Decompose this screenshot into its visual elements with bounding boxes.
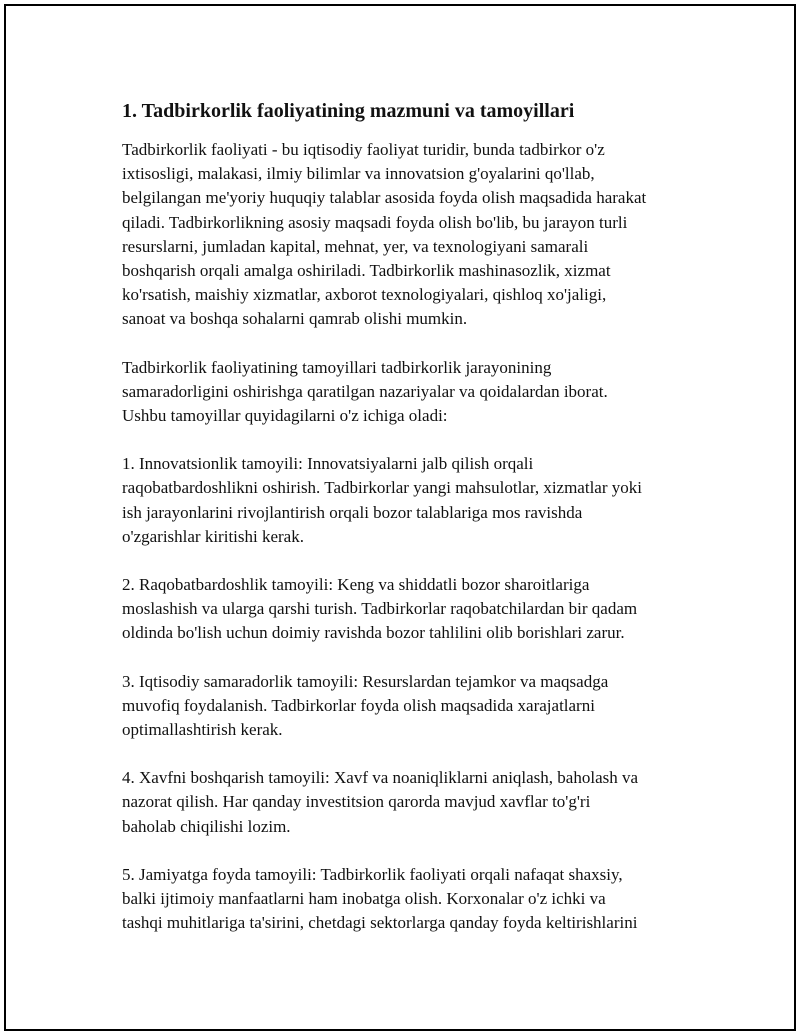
text-line: 1. Innovatsionlik tamoyili: Innovatsiyalarni jalb qilish orqali (122, 454, 534, 474)
paragraph-list (122, 138, 702, 935)
text-line: Ushbu tamoyillar quyidagilarni o'z ichiga oladi: (122, 406, 448, 426)
text-line: raqobatbardoshlikni oshirish. Tadbirkorlar yangi mahsulotlar, xizmatlar yoki (122, 478, 642, 498)
text-line: balki ijtimoiy manfaatlarni ham inobatga olish. Korxonalar o'z ichki va (122, 889, 606, 909)
page-frame (4, 4, 796, 1031)
paragraph (122, 573, 702, 646)
text-line: 5. Jamiyatga foyda tamoyili: Tadbirkorlik faoliyati orqali nafaqat shaxsiy, (122, 864, 623, 884)
text-line: ish jarayonlarini rivojlantirish orqali bozor talablariga mos ravishda (122, 502, 583, 522)
section-heading: 1. Tadbirkorlik faoliyatining mazmuni va tamoyillari (122, 100, 575, 122)
text-line: optimallashtirish kerak. (122, 720, 283, 740)
text-line: boshqarish orqali amalga oshiriladi. Tadbirkorlik mashinasozlik, xizmat (122, 261, 611, 281)
text-line: resurslarni, jumladan kapital, mehnat, yer, va texnologiyani samarali (122, 236, 589, 256)
text-line: 3. Iqtisodiy samaradorlik tamoyili: Resurslardan tejamkor va maqsadga (122, 671, 609, 691)
text-line: muvofiq foydalanish. Tadbirkorlar foyda olish maqsadida xarajatlarni (122, 695, 595, 715)
paragraph (122, 138, 702, 332)
text-line: nazorat qilish. Har qanday investitsion qarorda mavjud xavflar to'g'ri (122, 792, 591, 812)
text-line: oldinda bo'lish uchun doimiy ravishda bozor tahlilini olib borishlari zarur. (122, 623, 625, 643)
document-body (122, 98, 702, 959)
text-line: Tadbirkorlik faoliyatining tamoyillari tadbirkorlik jarayonining (122, 357, 552, 377)
text-line: belgilangan me'yoriy huquqiy talablar asosida foyda olish maqsadida harakat (122, 188, 647, 208)
text-line: moslashish va ularga qarshi turish. Tadbirkorlar raqobatchilardan bir qadam (122, 599, 638, 619)
text-line: samaradorligini oshirishga qaratilgan nazariyalar va qoidalardan iborat. (122, 381, 608, 401)
text-line: ixtisosligi, malakasi, ilmiy bilimlar va innovatsion g'oyalarini qo'llab, (122, 164, 595, 184)
text-line: 4. Xavfni boshqarish tamoyili: Xavf va noaniqliklarni aniqlash, baholash va (122, 768, 639, 788)
text-line: Tadbirkorlik faoliyati - bu iqtisodiy faoliyat turidir, bunda tadbirkor o'z (122, 140, 605, 159)
text-line: 2. Raqobatbardoshlik tamoyili: Keng va shiddatli bozor sharoitlariga (122, 575, 590, 595)
text-line: baholab chiqilishi lozim. (122, 816, 291, 836)
paragraph (122, 356, 702, 429)
text-line: tashqi muhitlariga ta'sirini, chetdagi sektorlarga qanday foyda keltirishlarini (122, 913, 638, 933)
text-line: o'zgarishlar kiritishi kerak. (122, 526, 304, 546)
paragraph (122, 452, 702, 549)
text-line: sanoat va boshqa sohalarni qamrab olishi mumkin. (122, 309, 468, 329)
paragraph (122, 766, 702, 839)
text-line: qiladi. Tadbirkorlikning asosiy maqsadi foyda olish bo'lib, bu jarayon turli (122, 212, 628, 232)
paragraph (122, 670, 702, 743)
paragraph (122, 863, 702, 936)
text-line: ko'rsatish, maishiy xizmatlar, axborot texnologiyalari, qishloq xo'jaligi, (122, 285, 607, 305)
